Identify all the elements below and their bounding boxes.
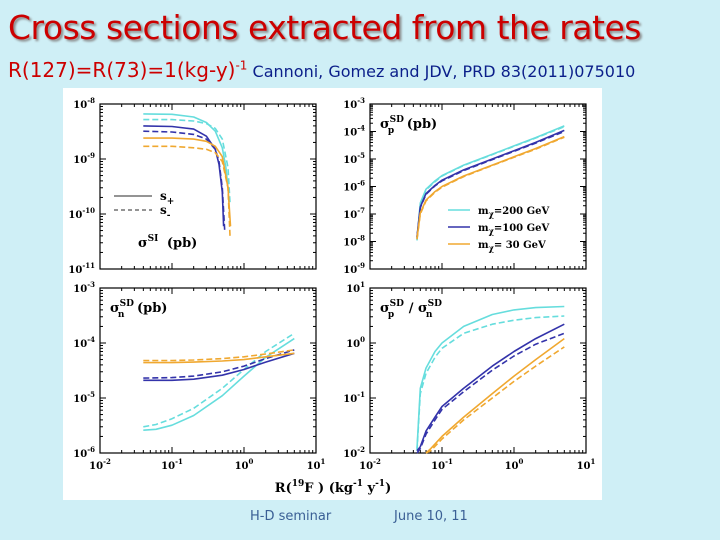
- x-tick-label-base: 10: [504, 461, 519, 472]
- x-axis-label-part: R(: [274, 481, 292, 496]
- x-tick-label-exp: -1: [445, 457, 453, 466]
- legend-label-main: s: [160, 203, 167, 217]
- legend-label-main: s: [160, 189, 167, 203]
- x-axis-label-part: ): [385, 481, 392, 496]
- y-tick-label-exp: -8: [87, 96, 95, 105]
- series-line-2: [417, 324, 564, 451]
- y-tick-label: [343, 206, 365, 221]
- x-tick-label-exp: 1: [590, 457, 596, 466]
- y-tick-label-exp: -4: [357, 123, 365, 133]
- x-tick-label-base: 10: [306, 461, 321, 472]
- x-axis-label-part: y: [362, 481, 376, 496]
- panel-label-sigma: σ: [380, 301, 390, 316]
- y-tick-label-exp: -2: [357, 445, 365, 454]
- panel-label-sub2: n: [425, 310, 433, 320]
- x-tick-label-base: 10: [161, 461, 176, 472]
- x-tick-label-base: 10: [89, 461, 104, 472]
- x-tick-label-exp: -2: [103, 457, 111, 466]
- x-tick-label-exp: -1: [175, 457, 183, 466]
- figure-svg: [63, 88, 602, 500]
- y-tick-label-base: 10: [68, 210, 83, 221]
- y-tick-label: [68, 261, 95, 276]
- x-axis-label-sup: 19: [291, 479, 305, 489]
- y-tick-label-base: 10: [346, 284, 361, 295]
- x-tick-label-base: 10: [234, 461, 249, 472]
- x-tick-label: [307, 457, 326, 472]
- panel-label-sub: n: [117, 310, 125, 320]
- panel-label-unit: (pb): [402, 117, 438, 132]
- legend-label-tail: =100 GeV: [493, 223, 550, 234]
- panel-label: [110, 299, 167, 320]
- series-line-3: [417, 132, 564, 238]
- footer-seminar: H-D seminar: [250, 509, 332, 524]
- panel-label-sup: SD: [389, 299, 404, 309]
- subtitle-rates-main: R(127)=R(73)=1(kg-y): [8, 58, 236, 82]
- x-tick-label-base: 10: [576, 461, 591, 472]
- series-line-5: [143, 146, 230, 236]
- y-tick-label: [73, 96, 95, 111]
- panel-label-sigma: σ: [138, 236, 148, 251]
- series-line-5: [426, 347, 564, 453]
- x-tick-label: [235, 457, 254, 472]
- y-tick-label: [343, 179, 365, 194]
- y-tick-label: [343, 445, 365, 460]
- y-tick-label: [73, 280, 95, 295]
- y-tick-label-base: 10: [343, 449, 358, 460]
- series-line-5: [143, 350, 294, 361]
- y-tick-label: [343, 390, 365, 405]
- x-tick-label: [577, 457, 596, 472]
- y-tick-label: [73, 445, 95, 460]
- y-tick-label-exp: 0: [360, 335, 365, 344]
- subtitle-citation: Cannoni, Gomez and JDV, PRD 83(2011)075010: [252, 62, 636, 81]
- plot-frame: [100, 104, 316, 269]
- panel-label-sup2: SD: [427, 299, 442, 309]
- x-tick-label: [505, 457, 524, 472]
- x-tick-label: [431, 457, 453, 472]
- footer-date: June 10, 11: [394, 509, 468, 524]
- y-tick-label-exp: -3: [87, 280, 95, 289]
- panel-label-sup: SD: [389, 115, 404, 125]
- y-tick-label: [343, 261, 365, 276]
- x-tick-label-exp: 0: [248, 457, 254, 466]
- legend-label-tail: = 30 GeV: [493, 240, 546, 251]
- x-tick-label-exp: 1: [320, 457, 326, 466]
- y-tick-label-base: 10: [343, 394, 358, 405]
- y-tick-label: [343, 234, 365, 249]
- x-axis-label-part: F ) (kg: [304, 481, 353, 496]
- y-tick-label-exp: -9: [357, 261, 365, 270]
- plot-frame: [370, 288, 586, 453]
- legend-label-sub: +: [166, 197, 175, 207]
- panel-label-sup: SI: [147, 234, 159, 244]
- y-tick-label-exp: -10: [82, 206, 95, 215]
- x-tick-label: [89, 457, 111, 472]
- panel-label-sub: p: [387, 310, 395, 320]
- x-axis-label-sup: -1: [352, 479, 363, 489]
- x-axis-label: [275, 479, 391, 496]
- y-tick-label: [343, 151, 365, 166]
- y-tick-label-base: 10: [343, 210, 358, 221]
- subtitle-rates: [8, 58, 247, 82]
- legend-label-tail: =200 GeV: [493, 206, 550, 217]
- y-tick-label-exp: -7: [357, 206, 365, 215]
- x-tick-label: [161, 457, 183, 472]
- series-line-0: [417, 307, 564, 449]
- y-tick-label-base: 10: [73, 284, 88, 295]
- panel-label-unit: (pb): [132, 301, 168, 316]
- y-tick-label-exp: -8: [357, 233, 365, 243]
- y-tick-label: [68, 206, 95, 221]
- panel-label-sigma2: σ: [418, 301, 428, 316]
- y-tick-label-exp: -6: [87, 445, 95, 454]
- y-tick-label: [346, 335, 365, 350]
- y-tick-label-exp: -5: [87, 390, 95, 399]
- y-tick-label-exp: -4: [87, 335, 95, 344]
- y-tick-label-exp: -3: [357, 96, 365, 105]
- x-tick-label-base: 10: [431, 461, 446, 472]
- slide-subtitle: [8, 58, 635, 82]
- series-line-2: [143, 126, 223, 226]
- y-tick-label-exp: -9: [87, 151, 95, 160]
- legend-label-main: m: [478, 240, 489, 251]
- y-tick-label: [73, 335, 95, 350]
- y-tick-label-base: 10: [343, 182, 358, 194]
- y-tick-label: [343, 124, 365, 139]
- panel-label-unit: (pb): [162, 236, 198, 251]
- y-tick-label-exp: -5: [357, 151, 365, 160]
- figure-panel: [63, 88, 602, 500]
- panel-label: [380, 299, 442, 320]
- y-tick-label-base: 10: [343, 237, 358, 249]
- y-tick-label-base: 10: [73, 155, 88, 166]
- y-tick-label-base: 10: [68, 265, 83, 276]
- legend-label-main: m: [478, 223, 489, 234]
- y-tick-label: [343, 96, 365, 111]
- subtitle-rates-sup: -1: [235, 58, 248, 73]
- panel-label-sup: SD: [119, 299, 134, 309]
- y-tick-label-exp: -11: [82, 261, 95, 270]
- y-tick-label-base: 10: [343, 100, 358, 111]
- series-line-4: [143, 138, 230, 226]
- legend-label-sub: χ: [488, 243, 494, 253]
- panel-label-sigma: σ: [110, 301, 120, 316]
- x-tick-label-exp: 0: [518, 457, 524, 466]
- y-tick-label: [346, 280, 365, 295]
- x-tick-label: [359, 457, 381, 472]
- panel-label: [138, 234, 197, 251]
- panel-label-sep: /: [404, 301, 419, 316]
- legend-label-1: [478, 223, 549, 236]
- legend-label-sub: χ: [488, 209, 494, 219]
- y-tick-label-base: 10: [73, 339, 88, 350]
- y-tick-label-exp: 1: [360, 280, 365, 289]
- legend-label-sub: χ: [488, 226, 494, 236]
- chart-sigma-n-SD: [73, 280, 325, 472]
- panel-label: [380, 115, 437, 136]
- y-tick-label-base: 10: [346, 339, 361, 350]
- y-tick-label-base: 10: [343, 127, 358, 139]
- chart-ratio-p-n: [343, 280, 595, 472]
- y-tick-label-base: 10: [73, 449, 88, 460]
- x-axis-label-sup: -1: [375, 479, 386, 489]
- y-tick-label-base: 10: [73, 100, 88, 111]
- x-tick-label-base: 10: [359, 461, 374, 472]
- legend-label-sub: -: [166, 211, 171, 221]
- y-tick-label-base: 10: [73, 394, 88, 405]
- legend-label-main: m: [478, 206, 489, 217]
- y-tick-label: [73, 390, 95, 405]
- legend-label-0: [478, 206, 549, 219]
- panel-label-sub: p: [387, 126, 395, 136]
- y-tick-label-exp: -1: [357, 390, 365, 399]
- y-tick-label-exp: -6: [357, 178, 365, 188]
- legend-label-2: [478, 240, 546, 253]
- slide-title: Cross sections extracted from the rates: [8, 8, 641, 47]
- y-tick-label-base: 10: [343, 265, 358, 276]
- y-tick-label: [73, 151, 95, 166]
- x-tick-label-exp: -2: [373, 457, 381, 466]
- chart-sigma-p-SD: [343, 96, 586, 276]
- panel-label-sigma: σ: [380, 117, 390, 132]
- chart-sigma-SI: [68, 96, 316, 276]
- y-tick-label-base: 10: [343, 155, 358, 166]
